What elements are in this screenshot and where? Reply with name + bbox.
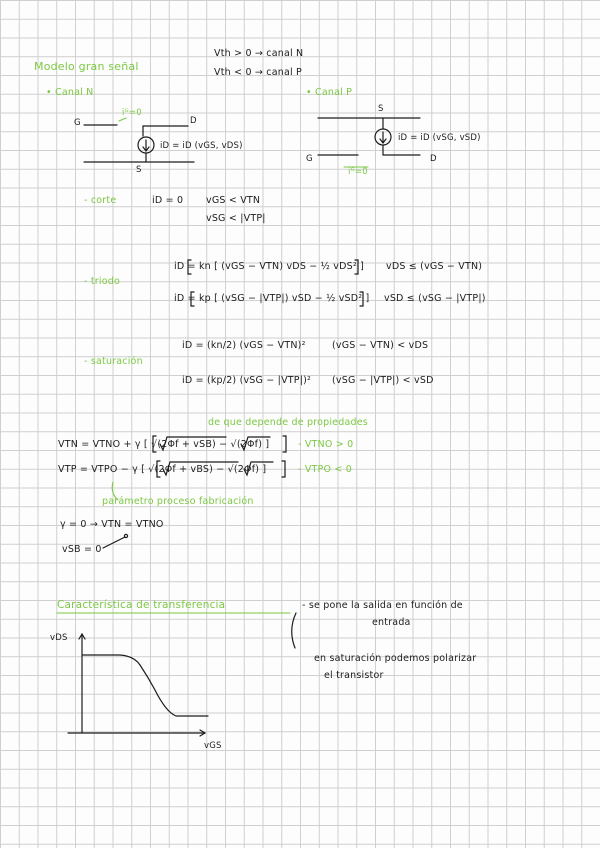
triodo-equation-p: iD = kp [ (vSG − |VTP|) vSD − ½ vSD² ] bbox=[174, 293, 370, 304]
transfer-curve bbox=[82, 655, 208, 716]
convention-p: Vth < 0 → canal P bbox=[214, 67, 302, 78]
nmos-gate-label: G bbox=[74, 118, 81, 128]
transfer-note-2a: en saturación podemos polarizar bbox=[314, 653, 477, 664]
plot-x-axis-label: vGS bbox=[204, 741, 222, 751]
process-parameter-note: parámetro proceso fabricación bbox=[102, 496, 254, 507]
triodo-equation-n: iD = kn [ (vGS − VTN) vDS − ½ vDS² ] bbox=[174, 261, 364, 272]
saturacion-condition-n: (vGS − VTN) < vDS bbox=[332, 340, 429, 351]
nmos-source-label: S bbox=[136, 165, 142, 175]
convention-n: Vth > 0 → canal N bbox=[214, 48, 304, 59]
vsb-equation: vSB = 0 bbox=[62, 544, 102, 555]
plot-y-axis-label: vDS bbox=[50, 633, 68, 643]
saturacion-equation-n: iD = (kn/2) (vGS − VTN)² bbox=[182, 340, 306, 351]
canal-p-label: • Canal P bbox=[306, 87, 353, 98]
threshold-condition-n: - VTNO > 0 bbox=[298, 439, 354, 450]
pmos-gate-label: G bbox=[306, 154, 313, 164]
nmos-source-equation: iD = iD (vGS, vDS) bbox=[160, 141, 243, 151]
nmos-gate-current: iᴳ=0 bbox=[122, 108, 142, 118]
nmos-circuit-diagram bbox=[84, 118, 194, 162]
pmos-source-label: S bbox=[378, 104, 384, 114]
threshold-annotation: de que depende de propiedades bbox=[208, 417, 368, 428]
transfer-note-1b: entrada bbox=[372, 617, 411, 628]
nmos-drain-label: D bbox=[190, 116, 197, 126]
gamma-equation: γ = 0 → VTN = VTNO bbox=[60, 519, 164, 530]
threshold-brackets bbox=[103, 436, 286, 548]
corte-label: - corte bbox=[84, 195, 117, 206]
transfer-title: Característica de transferencia bbox=[57, 599, 226, 611]
page-title: Modelo gran señal bbox=[34, 60, 139, 73]
threshold-condition-p: - VTPO < 0 bbox=[298, 464, 352, 475]
canal-n-label: • Canal N bbox=[46, 87, 94, 98]
corte-equation: iD = 0 bbox=[152, 195, 184, 206]
triodo-label: - triodo bbox=[84, 276, 120, 287]
pmos-source-equation: iD = iD (vSG, vSD) bbox=[398, 133, 481, 143]
saturacion-condition-p: (vSG − |VTP|) < vSD bbox=[332, 375, 434, 386]
threshold-equation-p: VTP = VTPO − γ [ √(2Φf + vBS) − √(2Φf) ] bbox=[58, 464, 267, 475]
transfer-characteristic-plot bbox=[57, 613, 296, 736]
saturacion-label: - saturación bbox=[84, 356, 143, 367]
corte-condition-n: vGS < VTN bbox=[206, 195, 261, 206]
saturacion-equation-p: iD = (kp/2) (vSG − |VTP|)² bbox=[182, 375, 312, 386]
triodo-condition-n: vDS ≤ (vGS − VTN) bbox=[386, 261, 483, 272]
triodo-condition-p: vSD ≤ (vSG − |VTP|) bbox=[384, 293, 486, 304]
threshold-equation-n: VTN = VTNO + γ [ √(2Φf + vSB) − √(2Φf) ] bbox=[58, 439, 270, 450]
transfer-note-1a: - se pone la salida en función de bbox=[302, 600, 463, 611]
transfer-note-2b: el transistor bbox=[324, 670, 384, 681]
corte-condition-p: vSG < |VTP| bbox=[206, 213, 266, 224]
pmos-drain-label: D bbox=[430, 154, 437, 164]
pmos-gate-current: iᴳ=0 bbox=[348, 167, 368, 177]
